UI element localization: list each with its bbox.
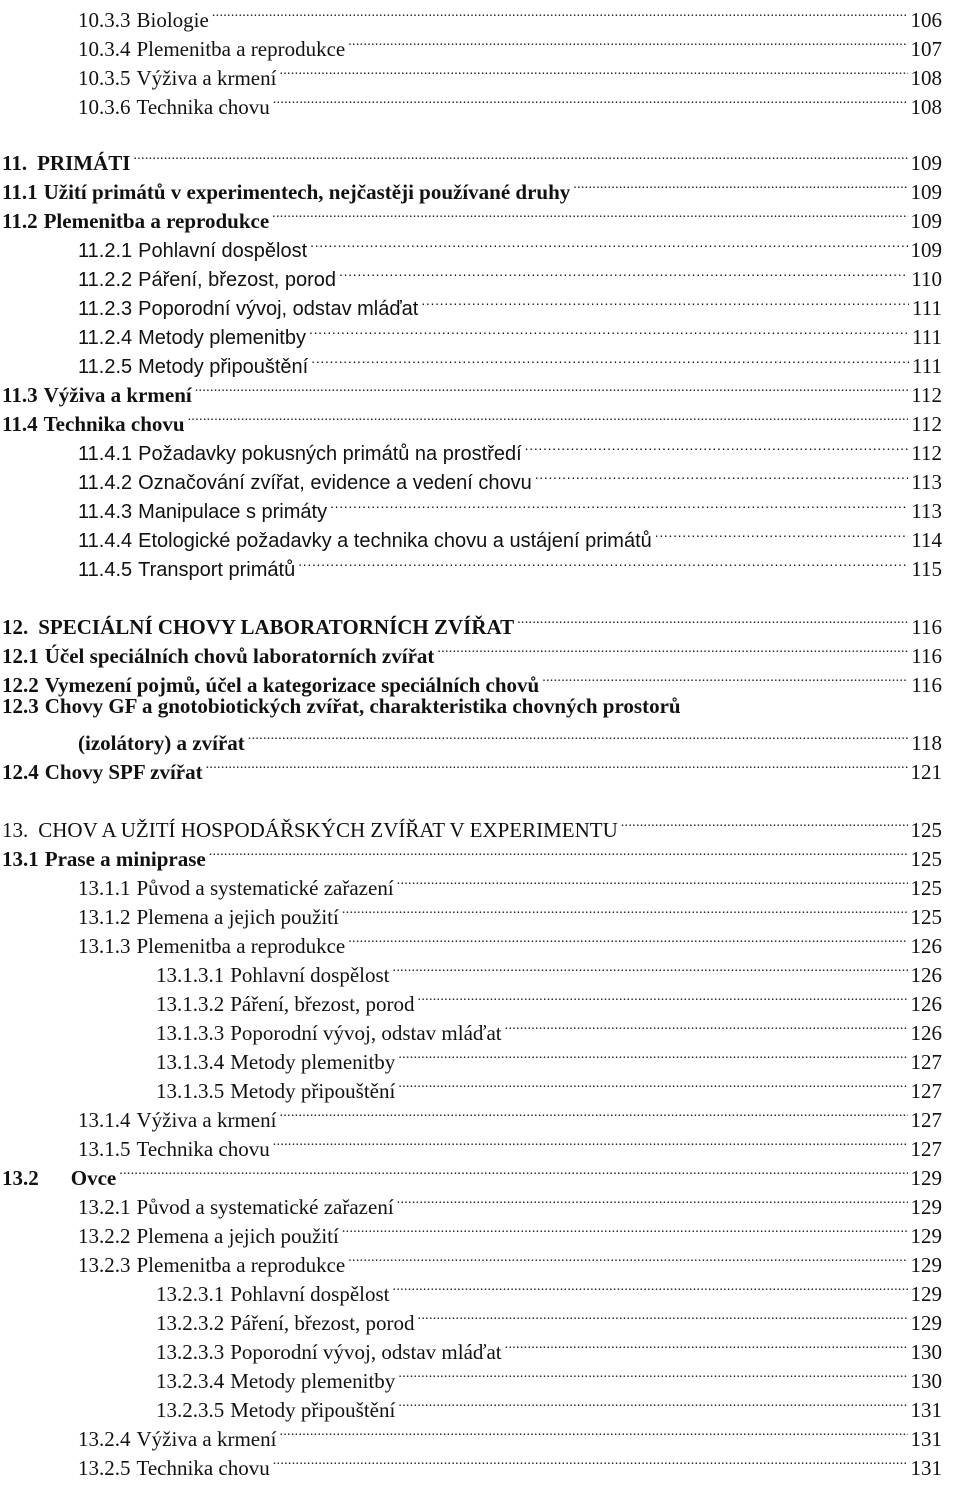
toc-entry-page: 127 bbox=[910, 1050, 942, 1074]
toc-entry-number: 13.2.3.4 bbox=[156, 1369, 225, 1393]
toc-entry-title: Metody připouštění bbox=[230, 1079, 396, 1103]
toc-entry-number: 12.4 bbox=[2, 760, 39, 784]
toc-entry-number: 13.2 bbox=[2, 1166, 39, 1190]
toc-entry-number: 11.4.2 bbox=[78, 472, 133, 494]
toc-dot-leader bbox=[418, 982, 908, 1011]
toc-entry-title: Technika chovu bbox=[136, 1137, 270, 1161]
toc-dot-leader bbox=[279, 1098, 907, 1127]
toc-entry[interactable] bbox=[2, 170, 942, 204]
toc-dot-leader bbox=[398, 1040, 907, 1069]
toc-entry[interactable] bbox=[156, 1301, 942, 1335]
toc-dot-leader bbox=[397, 1185, 908, 1214]
toc-entry[interactable] bbox=[156, 1330, 942, 1364]
toc-entry-page: 113 bbox=[911, 499, 942, 523]
toc-entry-page: 125 bbox=[910, 847, 942, 871]
toc-entry-page: 121 bbox=[910, 760, 942, 784]
toc-dot-leader bbox=[398, 1359, 907, 1388]
toc-entry-title: Metody připouštění bbox=[138, 356, 309, 378]
toc-entry[interactable] bbox=[78, 1185, 942, 1219]
toc-entry-title: Technika chovu bbox=[136, 1456, 270, 1480]
toc-entry-number: 10.3.6 bbox=[78, 95, 131, 119]
toc-dot-leader bbox=[398, 1388, 907, 1417]
toc-entry[interactable] bbox=[78, 895, 942, 929]
toc-entry-number: 13.2.3.1 bbox=[156, 1282, 225, 1306]
toc-dot-leader bbox=[348, 1243, 907, 1272]
toc-entry-number: 11.2.1 bbox=[78, 240, 133, 262]
toc-entry-number: 11.2.4 bbox=[78, 327, 133, 349]
toc-entry-title: Plemenitba a reprodukce bbox=[136, 1253, 346, 1277]
toc-entry-number: 11.4 bbox=[2, 412, 38, 436]
toc-entry-title: Výživa a krmení bbox=[43, 383, 192, 407]
toc-entry-page: 108 bbox=[910, 66, 942, 90]
toc-entry[interactable] bbox=[156, 1069, 942, 1103]
toc-entry[interactable] bbox=[78, 85, 942, 119]
toc-entry-page: 126 bbox=[910, 1021, 942, 1045]
toc-dot-leader bbox=[279, 1417, 907, 1446]
toc-dot-leader bbox=[542, 663, 908, 692]
toc-entry-page: 126 bbox=[910, 963, 942, 987]
toc-entry-number: 13.1.3.1 bbox=[156, 963, 225, 987]
toc-dot-leader bbox=[339, 257, 908, 286]
toc-dot-leader bbox=[398, 1069, 907, 1098]
toc-entry-page: 111 bbox=[912, 325, 942, 349]
toc-entry[interactable] bbox=[78, 1243, 942, 1277]
toc-entry[interactable] bbox=[78, 344, 942, 378]
toc-dot-leader bbox=[206, 750, 908, 779]
toc-entry-number: 11.3 bbox=[2, 383, 38, 407]
toc-entry-title: Výživa a krmení bbox=[136, 1427, 277, 1451]
toc-entry-page: 125 bbox=[910, 905, 942, 929]
toc-entry-page: 108 bbox=[910, 95, 942, 119]
toc-dot-leader bbox=[273, 85, 908, 114]
toc-entry-page: 112 bbox=[911, 412, 942, 436]
toc-dot-leader bbox=[348, 924, 907, 953]
toc-entry-number: 12.3 bbox=[2, 694, 39, 718]
toc-entry-number: 13. bbox=[2, 818, 29, 842]
toc-dot-leader bbox=[248, 721, 909, 750]
toc-dot-leader bbox=[342, 1214, 908, 1243]
toc-entry[interactable] bbox=[78, 257, 942, 291]
toc-entry-title: Poporodní vývoj, odstav mláďat bbox=[138, 298, 419, 320]
toc-entry-page: 114 bbox=[911, 528, 942, 552]
toc-entry-number: 13.1.3.2 bbox=[156, 992, 225, 1016]
toc-dot-leader bbox=[393, 953, 908, 982]
toc-dot-leader bbox=[133, 141, 907, 170]
toc-entry-number: 13.2.3.5 bbox=[156, 1398, 225, 1422]
toc-entry-title: Technika chovu bbox=[136, 95, 270, 119]
toc-entry-page: 131 bbox=[910, 1456, 942, 1480]
toc-dot-leader bbox=[212, 0, 908, 27]
toc-dot-leader bbox=[655, 518, 909, 547]
toc-entry-number: 13.2.3.3 bbox=[156, 1340, 225, 1364]
toc-entry-page: 111 bbox=[912, 296, 942, 320]
toc-entry[interactable] bbox=[156, 1388, 942, 1422]
toc-entry[interactable] bbox=[2, 692, 942, 721]
toc-entry[interactable] bbox=[78, 866, 942, 900]
toc-dot-leader bbox=[621, 808, 908, 837]
toc-entry-page: 130 bbox=[910, 1369, 942, 1393]
toc-entry-page: 115 bbox=[911, 557, 942, 581]
toc-dot-leader bbox=[330, 489, 908, 518]
toc-entry-title: Plemena a jejich použití bbox=[136, 1224, 339, 1248]
toc-entry-number: 13.2.5 bbox=[78, 1456, 131, 1480]
toc-entry-page: 131 bbox=[910, 1398, 942, 1422]
toc-entry[interactable] bbox=[156, 1011, 942, 1045]
toc-dot-leader bbox=[342, 895, 908, 924]
toc-entry[interactable] bbox=[2, 373, 942, 407]
toc-entry-title: Metody připouštění bbox=[230, 1398, 396, 1422]
toc-entry-page: 131 bbox=[910, 1427, 942, 1451]
toc-dot-leader bbox=[273, 1127, 908, 1156]
toc-entry-title: Metody plemenitby bbox=[230, 1369, 396, 1393]
toc-entry-title: Pohlavní dospělost bbox=[230, 963, 390, 987]
toc-entry-page: 126 bbox=[910, 992, 942, 1016]
toc-entry-number: 13.2.2 bbox=[78, 1224, 131, 1248]
toc-entry[interactable] bbox=[78, 27, 942, 61]
toc-dot-leader bbox=[272, 199, 907, 228]
toc-entry[interactable] bbox=[156, 1040, 942, 1074]
toc-entry-page: 125 bbox=[910, 876, 942, 900]
toc-entry-number: 11. bbox=[2, 151, 28, 175]
toc-entry-title: Poporodní vývoj, odstav mláďat bbox=[230, 1340, 502, 1364]
toc-entry[interactable] bbox=[78, 489, 942, 523]
toc-entry-title: (izolátory) a zvířat bbox=[78, 731, 245, 755]
toc-entry-page: 126 bbox=[910, 934, 942, 958]
toc-dot-leader bbox=[119, 1156, 907, 1185]
toc-entry-page: 125 bbox=[910, 818, 942, 842]
toc-entry-title: Původ a systematické zařazení bbox=[136, 876, 394, 900]
toc-entry-number: 13.2.3.2 bbox=[156, 1311, 225, 1335]
toc-entry[interactable] bbox=[2, 402, 942, 436]
toc-entry-title: Ovce bbox=[70, 1166, 117, 1190]
toc-entry[interactable] bbox=[78, 1446, 942, 1480]
toc-dot-leader bbox=[311, 344, 909, 373]
toc-entry[interactable] bbox=[78, 1127, 942, 1161]
toc-entry-title: Plemena a jejich použití bbox=[136, 905, 339, 929]
toc-entry-page: 109 bbox=[910, 151, 942, 175]
toc-entry-page: 129 bbox=[910, 1253, 942, 1277]
toc-entry[interactable] bbox=[156, 1272, 942, 1306]
toc-entry-number: 13.1.5 bbox=[78, 1137, 131, 1161]
toc-entry-number: 11.2.2 bbox=[78, 269, 133, 291]
toc-dot-leader bbox=[421, 286, 909, 315]
toc-entry[interactable] bbox=[78, 1417, 942, 1451]
toc-entry[interactable] bbox=[2, 837, 942, 871]
toc-dot-leader bbox=[505, 1330, 908, 1359]
toc-dot-leader bbox=[188, 402, 909, 431]
toc-entry-number: 11.1 bbox=[2, 180, 38, 204]
toc-entry[interactable] bbox=[78, 431, 942, 465]
toc-entry[interactable] bbox=[156, 953, 942, 987]
toc-dot-leader bbox=[517, 605, 908, 634]
toc-entry-number: 10.3.3 bbox=[78, 8, 131, 32]
toc-dot-leader bbox=[505, 1011, 908, 1040]
toc-entry[interactable] bbox=[78, 286, 942, 320]
toc-dot-leader bbox=[298, 547, 908, 576]
toc-entry-number: 13.1.2 bbox=[78, 905, 131, 929]
toc-entry[interactable] bbox=[78, 0, 942, 32]
toc-entry-title: Manipulace s primáty bbox=[138, 501, 328, 523]
toc-entry[interactable] bbox=[2, 721, 942, 755]
toc-dot-leader bbox=[310, 228, 907, 257]
toc-entry-title: PRIMÁTI bbox=[37, 151, 131, 175]
toc-entry-number: 13.1.3.4 bbox=[156, 1050, 225, 1074]
toc-entry-number: 13.1.3 bbox=[78, 934, 131, 958]
toc-entry[interactable] bbox=[78, 228, 942, 262]
toc-entry-number: 11.4.4 bbox=[78, 530, 133, 552]
toc-entry-page: 110 bbox=[911, 267, 942, 291]
toc-entry-title: Páření, březost, porod bbox=[138, 269, 337, 291]
toc-entry-title: Plemenitba a reprodukce bbox=[136, 934, 346, 958]
toc-entry-title: Výživa a krmení bbox=[136, 1108, 277, 1132]
toc-entry-title: Účel speciálních chovů laboratorních zvířat bbox=[44, 644, 435, 668]
toc-entry-number: 13.2.4 bbox=[78, 1427, 131, 1451]
toc-entry-title: Technika chovu bbox=[43, 412, 185, 436]
toc-entry[interactable] bbox=[78, 547, 942, 581]
toc-entry[interactable] bbox=[78, 315, 942, 349]
toc-entry-number: 13.1.4 bbox=[78, 1108, 131, 1132]
toc-entry-page: 109 bbox=[910, 209, 942, 233]
toc-entry-page: 127 bbox=[910, 1079, 942, 1103]
toc-dot-leader bbox=[437, 634, 908, 663]
toc-entry[interactable] bbox=[156, 1359, 942, 1393]
toc-entry-page: 129 bbox=[910, 1282, 942, 1306]
toc-entry-page: 111 bbox=[912, 354, 942, 378]
toc-entry[interactable] bbox=[2, 1156, 942, 1190]
toc-entry-title: Prase a miniprase bbox=[44, 847, 206, 871]
toc-entry-page: 116 bbox=[911, 615, 942, 639]
toc-entry-page: 107 bbox=[910, 37, 942, 61]
toc-entry-page: 129 bbox=[910, 1166, 942, 1190]
toc-entry[interactable] bbox=[2, 605, 942, 639]
toc-entry-title: Plemenitba a reprodukce bbox=[43, 209, 270, 233]
toc-entry-title: Transport primátů bbox=[138, 559, 296, 581]
toc-entry-number: 11.4.3 bbox=[78, 501, 133, 523]
toc-entry[interactable] bbox=[78, 1214, 942, 1248]
toc-entry-page: 127 bbox=[910, 1108, 942, 1132]
toc-entry-number: 11.4.5 bbox=[78, 559, 133, 581]
toc-entry-title: Poporodní vývoj, odstav mláďat bbox=[230, 1021, 502, 1045]
toc-entry-title: Požadavky pokusných primátů na prostředí bbox=[138, 443, 522, 465]
toc-entry-page: 130 bbox=[910, 1340, 942, 1364]
toc-dot-leader bbox=[209, 837, 908, 866]
toc-entry[interactable] bbox=[78, 924, 942, 958]
toc-entry[interactable] bbox=[78, 518, 942, 552]
toc-entry-title: Páření, březost, porod bbox=[230, 992, 415, 1016]
toc-entry-page: 127 bbox=[910, 1137, 942, 1161]
toc-entry[interactable] bbox=[2, 808, 942, 842]
toc-entry-page: 112 bbox=[911, 441, 942, 465]
toc-entry-title: Biologie bbox=[136, 8, 209, 32]
toc-entry[interactable] bbox=[2, 750, 942, 784]
toc-entry-page: 116 bbox=[911, 673, 942, 697]
toc-entry-title: Užití primátů v experimentech, nejčastěji používané druhy bbox=[43, 180, 571, 204]
toc-dot-leader bbox=[397, 866, 908, 895]
toc-entry[interactable] bbox=[78, 460, 942, 494]
toc-entry-page: 116 bbox=[911, 644, 942, 668]
toc-entry[interactable] bbox=[2, 634, 942, 668]
toc-entry-number: 10.3.4 bbox=[78, 37, 131, 61]
toc-entry-number: 12.2 bbox=[2, 673, 39, 697]
toc-entry-title: Pohlavní dospělost bbox=[138, 240, 308, 262]
toc-entry-number: 13.2.3 bbox=[78, 1253, 131, 1277]
toc-dot-leader bbox=[279, 56, 907, 85]
toc-entry-title: Označování zvířat, evidence a vedení chovu bbox=[138, 472, 532, 494]
toc-entry-title: Metody plemenitby bbox=[230, 1050, 396, 1074]
toc-entry-page: 109 bbox=[910, 238, 942, 262]
toc-entry-page: 113 bbox=[911, 470, 942, 494]
toc-entry-title: Vymezení pojmů, účel a kategorizace speciálních chovů bbox=[44, 673, 540, 697]
toc-entry-title: CHOV A UŽITÍ HOSPODÁŘSKÝCH ZVÍŘAT V EXPERIMENTU bbox=[38, 818, 618, 842]
toc-entry-number: 11.2.5 bbox=[78, 356, 133, 378]
toc-dot-leader bbox=[418, 1301, 908, 1330]
toc-entry-number: 13.1 bbox=[2, 847, 39, 871]
toc-entry-title: Metody plemenitby bbox=[138, 327, 306, 349]
toc-entry[interactable] bbox=[78, 1098, 942, 1132]
toc-entry-title: Plemenitba a reprodukce bbox=[136, 37, 346, 61]
toc-entry-title: Páření, březost, porod bbox=[230, 1311, 415, 1335]
toc-entry-page: 106 bbox=[910, 8, 942, 32]
toc-dot-leader bbox=[273, 1446, 908, 1475]
toc-entry-title: Chovy SPF zvířat bbox=[44, 760, 203, 784]
toc-entry-number: 12. bbox=[2, 615, 29, 639]
toc-entry[interactable] bbox=[2, 663, 942, 697]
toc-entry-title: Původ a systematické zařazení bbox=[136, 1195, 394, 1219]
toc-entry-number: 13.1.3.5 bbox=[156, 1079, 225, 1103]
toc-dot-leader bbox=[195, 373, 909, 402]
toc-dot-leader bbox=[535, 460, 909, 489]
toc-entry-title: Chovy GF a gnotobiotických zvířat, charakteristika chovných prostorů bbox=[44, 694, 681, 718]
toc-entry[interactable] bbox=[2, 199, 942, 233]
toc-entry-page: 112 bbox=[911, 383, 942, 407]
toc-entry-number: 13.1.3.3 bbox=[156, 1021, 225, 1045]
toc-entry-title: Pohlavní dospělost bbox=[230, 1282, 390, 1306]
toc-entry-page: 109 bbox=[910, 180, 942, 204]
toc-entry-number: 13.1.1 bbox=[78, 876, 131, 900]
toc-dot-leader bbox=[393, 1272, 908, 1301]
toc-entry-number: 11.2.3 bbox=[78, 298, 133, 320]
toc-entry-number: 11.2 bbox=[2, 209, 38, 233]
toc-entry-number: 13.2.1 bbox=[78, 1195, 131, 1219]
toc-entry[interactable] bbox=[156, 982, 942, 1016]
toc-entry-number: 11.4.1 bbox=[78, 443, 133, 465]
toc-entry-title: Etologické požadavky a technika chovu a ustájení primátů bbox=[138, 530, 652, 552]
toc-entry-page: 129 bbox=[910, 1311, 942, 1335]
toc-entry-title: SPECIÁLNÍ CHOVY LABORATORNÍCH ZVÍŘAT bbox=[38, 615, 515, 639]
toc-entry[interactable] bbox=[78, 56, 942, 90]
toc-entry-page: 129 bbox=[910, 1195, 942, 1219]
toc-entry-page: 118 bbox=[911, 731, 942, 755]
toc-dot-leader bbox=[573, 170, 907, 199]
toc-entry-title: Výživa a krmení bbox=[136, 66, 277, 90]
toc-entry-page: 129 bbox=[910, 1224, 942, 1248]
toc-dot-leader bbox=[348, 27, 907, 56]
toc-dot-leader bbox=[525, 431, 909, 460]
toc-entry-number: 12.1 bbox=[2, 644, 39, 668]
toc-entry[interactable] bbox=[2, 141, 942, 175]
toc-dot-leader bbox=[309, 315, 909, 344]
toc-entry-number: 10.3.5 bbox=[78, 66, 131, 90]
